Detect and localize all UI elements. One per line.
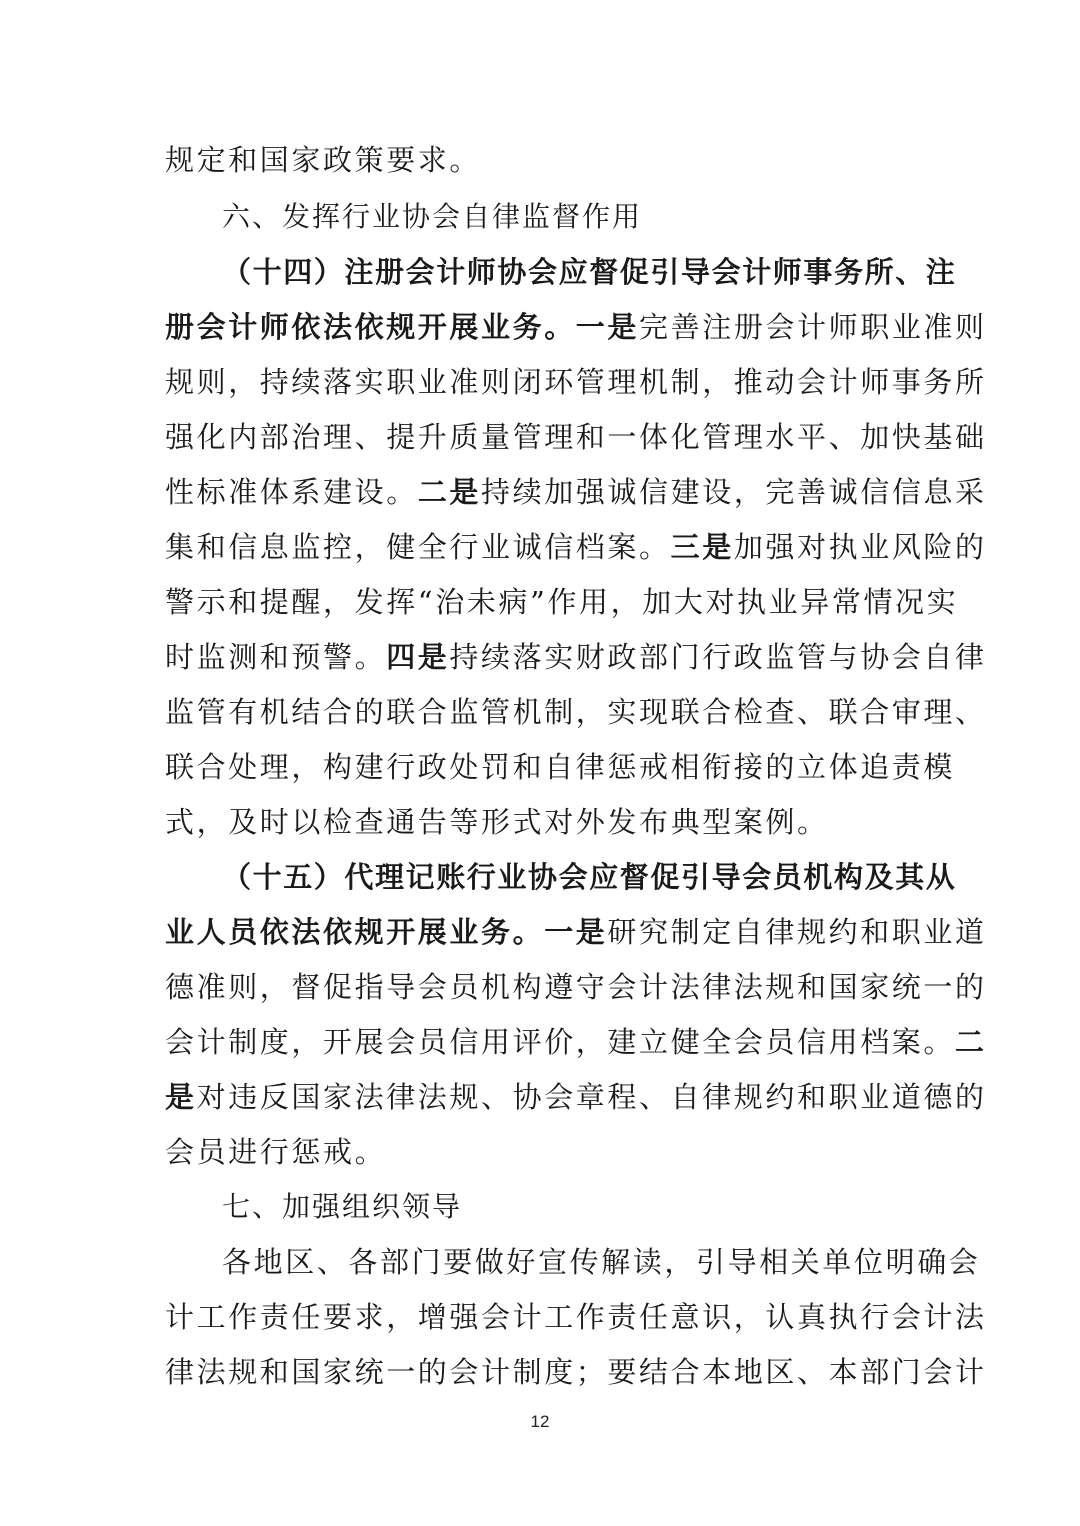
page-number: 12 xyxy=(530,1412,550,1431)
paragraph-line: 规则，持续落实职业准则闭环管理机制，推动会计师事务所 xyxy=(165,365,987,399)
clause-heading-14: （十四）注册会计师协会应督促引导会计师事务所、注 xyxy=(222,255,957,289)
paragraph-line: 联合处理，构建行政处罚和自律惩戒相衔接的立体追责模 xyxy=(165,750,956,784)
clause-heading-15: （十五）代理记账行业协会应督促引导会员机构及其从 xyxy=(222,860,957,894)
bold-run: 二是 xyxy=(417,475,482,509)
bold-run: 是 xyxy=(165,1080,197,1114)
paragraph-line: 册会计师依法依规开展业务。一是完善注册会计师职业准则 xyxy=(165,310,987,344)
section-heading-7: 七、加强组织领导 xyxy=(222,1190,463,1223)
bold-run: 二 xyxy=(955,1025,987,1059)
paragraph-line: 会员进行惩戒。 xyxy=(165,1135,387,1169)
bold-run: 册会计师依法依规开展业务。一是 xyxy=(165,310,640,344)
paragraph-line: 规定和国家政策要求。 xyxy=(165,143,482,177)
paragraph-line: 各地区、各部门要做好宣传解读，引导相关单位明确会 xyxy=(222,1245,981,1279)
paragraph-line: 式，及时以检查通告等形式对外发布典型案例。 xyxy=(165,805,829,839)
section-heading-6: 六、发挥行业协会自律监督作用 xyxy=(222,200,643,233)
paragraph-line: 业人员依法依规开展业务。一是研究制定自律规约和职业道 xyxy=(165,915,987,949)
bold-run: 三是 xyxy=(670,530,734,564)
paragraph-line: 强化内部治理、提升质量管理和一体化管理水平、加快基础 xyxy=(165,420,987,454)
bold-run: 业人员依法依规开展业务。一是 xyxy=(165,915,608,949)
paragraph-line: 会计制度，开展会员信用评价，建立健全会员信用档案。二 xyxy=(165,1025,987,1059)
bold-run: 四是 xyxy=(386,640,450,674)
paragraph-line: 计工作责任要求，增强会计工作责任意识，认真执行会计法 xyxy=(165,1300,987,1334)
paragraph-line: 律法规和国家统一的会计制度；要结合本地区、本部门会计 xyxy=(165,1355,987,1389)
paragraph-line: 时监测和预警。四是持续落实财政部门行政监管与协会自律 xyxy=(165,640,987,674)
paragraph-line: 德准则，督促指导会员机构遵守会计法律法规和国家统一的 xyxy=(165,970,987,1004)
paragraph-line: 警示和提醒，发挥“治未病”作用，加大对执业异常情况实 xyxy=(165,585,959,619)
paragraph-line: 集和信息监控，健全行业诚信档案。三是加强对执业风险的 xyxy=(165,530,987,564)
paragraph-line: 监管有机结合的联合监管机制，实现联合检查、联合审理、 xyxy=(165,695,987,729)
paragraph-line: 是对违反国家法律法规、协会章程、自律规约和职业道德的 xyxy=(165,1080,987,1114)
paragraph-line: 性标准体系建设。二是持续加强诚信建设，完善诚信信息采 xyxy=(165,475,987,509)
